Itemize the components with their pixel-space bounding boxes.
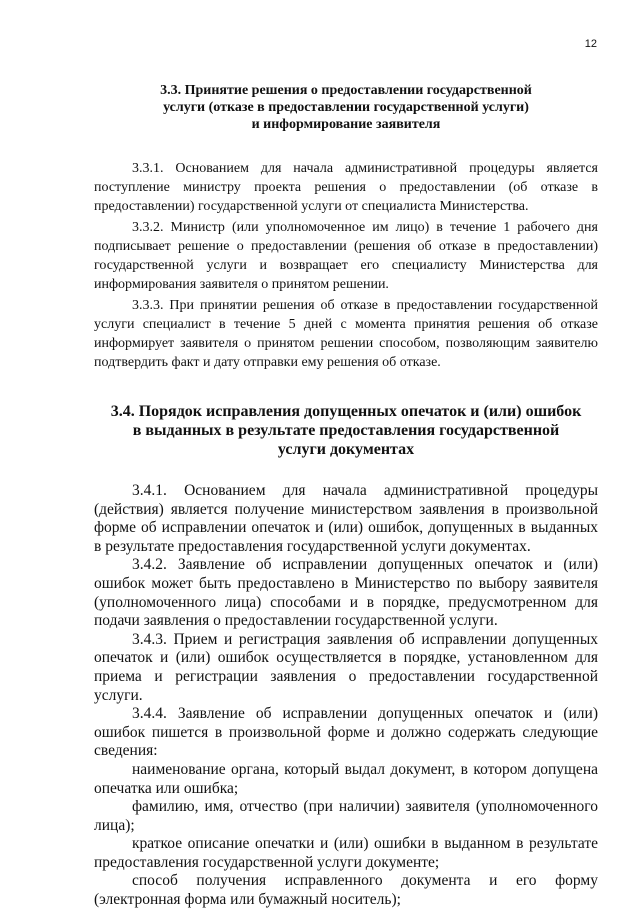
heading-line: в выданных в результате предоставления государственной xyxy=(132,422,560,439)
page-number: 12 xyxy=(584,38,597,50)
heading-line: услуги (отказе в предоставлении государственной услуги) xyxy=(163,100,529,115)
paragraph-3-4-3: 3.4.3. Прием и регистрация заявления об исправлении допущенных опечаток и (или) ошибок осуществляется в порядке, установленном для приема и регистрации заявления о предоставлении государственной услуги. xyxy=(94,630,598,704)
heading-line: 3.4. Порядок исправления допущенных опечаток и (или) ошибок xyxy=(110,403,582,420)
section-3-3 xyxy=(94,82,598,372)
list-item-applicant-name: фамилию, имя, отчество (при наличии) заявителя (уполномоченного лица); xyxy=(94,798,598,834)
paragraph-3-3-3: 3.3.3. При принятии решения об отказе в предоставлении государственной услуги специалист в течение 5 дней с момента принятия решения об отказе информирует заявителя о принятом решении способом, позволяющим заявителю подтвердить факт и дату отправки ему решения об отказе. xyxy=(94,298,598,370)
paragraph-3-4-1: 3.4.1. Основанием для начала административной процедуры (действия) является получение министерством заявления в произвольной форме об исправлении опечаток и (или) ошибок, допущенных в выданных в результате предоставления государственной услуги документах. xyxy=(94,482,598,555)
list-item-error-description: краткое описание опечатки и (или) ошибки в выданном в результате предоставления государственной услуги документе; xyxy=(94,835,598,871)
paragraph-3-3-2: 3.3.2. Министр (или уполномоченное им лицо) в течение 1 рабочего дня подписывает решение о предоставлении (решения об отказе в предоставлении) государственной услуги и возвращает его специалисту Министерства для информирования заявителя о принятом решении. xyxy=(94,220,598,292)
page-content xyxy=(94,82,598,910)
section-3-4-heading xyxy=(94,402,598,459)
paragraph-3-3-1: 3.3.1. Основанием для начала административной процедуры является поступление министру проекта решения о предоставлении (об отказе в предоставлении) государственной услуги от специалиста Министерства. xyxy=(94,161,598,214)
section-3-3-heading xyxy=(94,82,598,133)
list-item-issuing-authority: наименование органа, который выдал документ, в котором допущена опечатка или ошибка; xyxy=(94,760,598,797)
section-3-4 xyxy=(94,402,598,910)
paragraph-3-4-4: 3.4.4. Заявление об исправлении допущенных опечаток и (или) ошибок пишется в произвольной форме и должно содержать следующие сведения: xyxy=(94,705,598,760)
heading-line: услуги документах xyxy=(277,441,415,458)
list-item-delivery-method: способ получения исправленного документа и его форму (электронная форма или бумажный носитель); xyxy=(94,872,598,909)
heading-line: 3.3. Принятие решения о предоставлении государственной xyxy=(160,83,532,98)
paragraph-3-4-2: 3.4.2. Заявление об исправлении допущенных опечаток и (или) ошибок может быть предоставлено в Министерство по выбору заявителя (уполномоченного лица) способами и в порядке, предусмотренном для подачи заявления о предоставлении государственной услуги. xyxy=(94,556,598,630)
heading-line: и информирование заявителя xyxy=(251,117,441,132)
